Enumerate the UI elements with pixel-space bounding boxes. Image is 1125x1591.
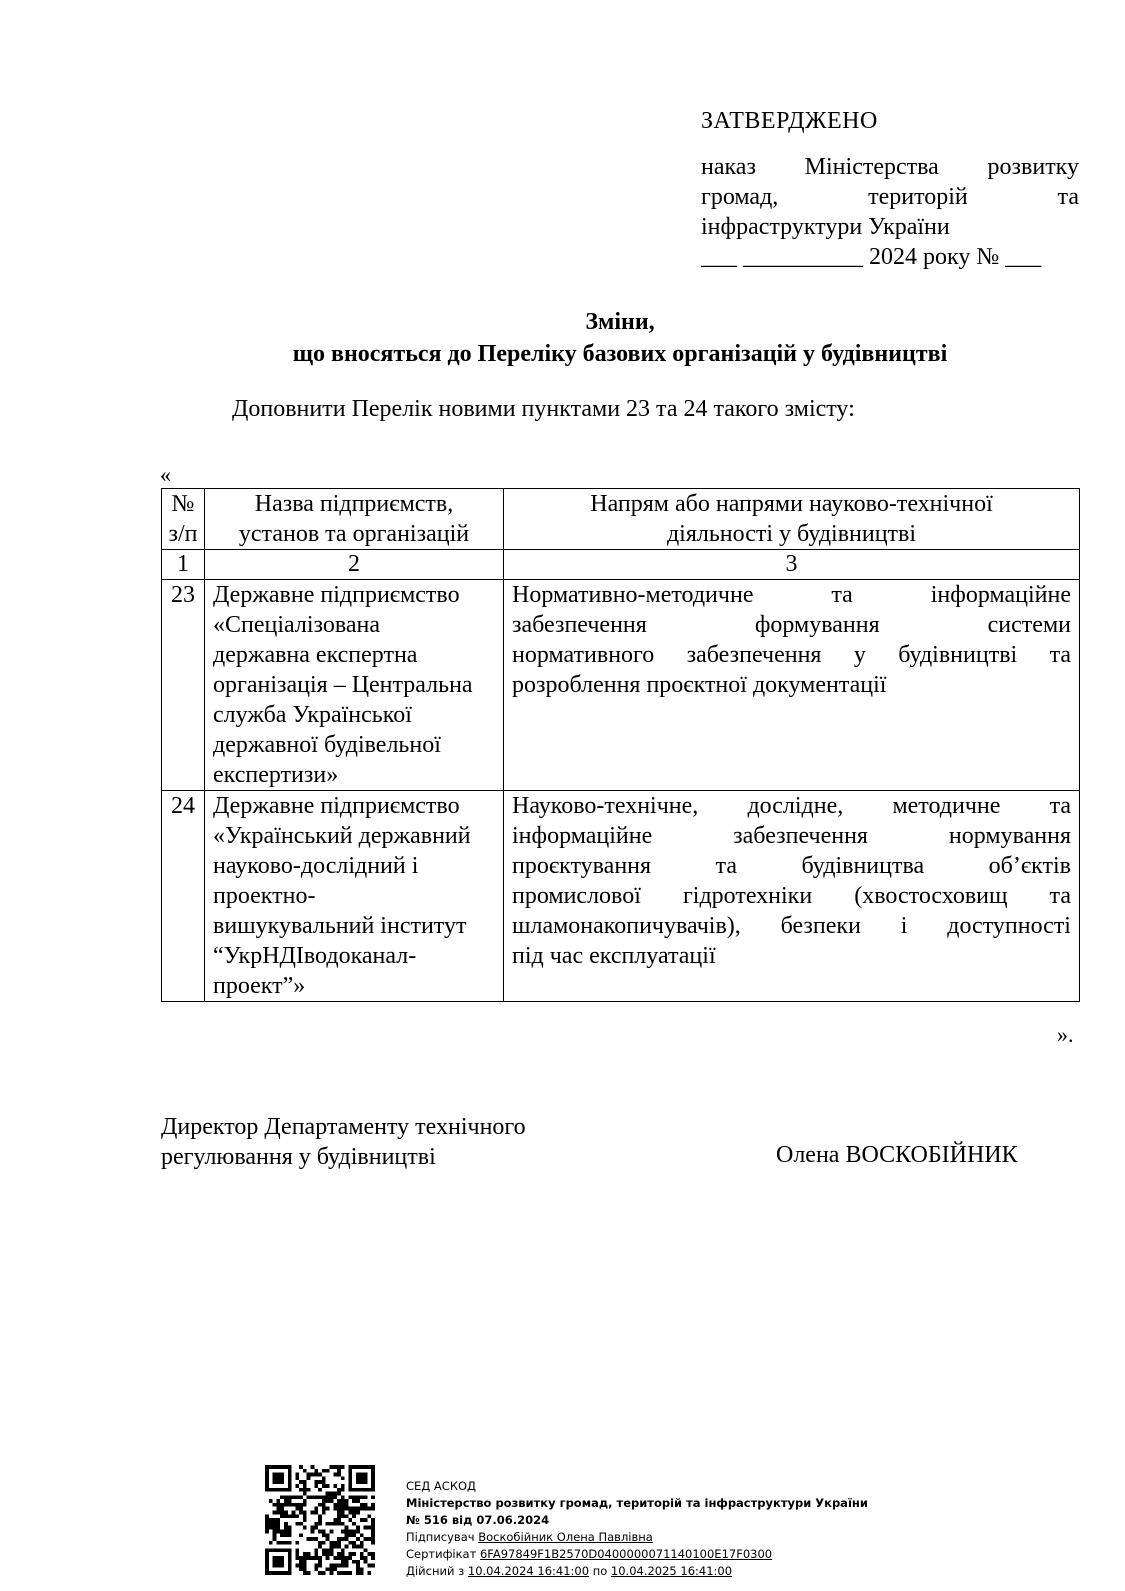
intro-paragraph: Доповнити Перелік новими пунктами 23 та 24 такого змісту: [232,396,855,422]
column-number-row [162,550,1080,580]
opening-quote: « [160,462,171,487]
row-number: 24 [162,791,205,1002]
approval-order-text [701,152,1079,272]
table-row [162,580,1080,791]
table-header-row [162,489,1080,550]
signatory-name: Олена ВОСКОБІЙНИК [776,1142,1018,1168]
stamp-doc-number: № 516 від 07.06.2024 [406,1513,550,1527]
order-line: наказ Міністерства розвитку [701,154,1079,180]
stamp-ministry: Міністерство розвитку громад, територій та інфраструктури України [406,1496,868,1510]
table-row [162,791,1080,1002]
activity-direction: Нормативно-методичне та інформаційне забезпечення формування системи нормативного забезпечення у будівництві та розроблення проєктної документації [504,580,1080,791]
organization-name: Державне підприємство «Спеціалізована державна експертна організація – Центральна служба Української державної будівельної експертизи» [205,580,504,791]
qr-code-icon [265,1465,375,1575]
signatory-position: Директор Департаменту технічного регулювання у будівництві [161,1114,526,1170]
row-number: 23 [162,580,205,791]
e-signature-stamp [406,1478,868,1580]
header-cell-name: Назва підприємств, установ та організацій [205,489,504,550]
closing-quote: ». [1057,1022,1074,1047]
header-cell-direction: Напрям або напрями науково-технічної діяльності у будівництві [504,489,1080,550]
activity-direction: Науково-технічне, дослідне, методичне та інформаційне забезпечення нормування проєктування та будівництва об’єктів промислової гідротехніки (хвостосховищ та шламонакопичувачів), безпеки і доступності під час експлуатації [504,791,1080,1002]
column-number: 1 [162,550,205,580]
organization-name: Державне підприємство «Український державний науково-дослідний і проектно- вишукувальний інститут “УкрНДІводоканал- проект”» [205,791,504,1002]
document-title [0,306,1125,370]
stamp-validity: Дійсний з 10.04.2024 16:41:00 по 10.04.2025 16:41:00 [406,1564,733,1578]
column-number: 3 [504,550,1080,580]
title-line-2: що вносяться до Переліку базових організацій у будівництві [292,341,948,367]
stamp-system: СЕД АСКОД [406,1479,477,1493]
title-line-1: Зміни, [585,309,655,335]
approval-heading: ЗАТВЕРДЖЕНО [701,108,878,134]
header-cell-number: № з/п [162,489,205,550]
order-line: інфраструктури України [701,214,950,240]
order-date-line: ___ __________ 2024 року № ___ [701,244,1042,270]
order-line: громад, територій та [701,184,1079,210]
stamp-certificate: Сертифікат 6FA97849F1B2570D0400000071140100E17F0300 [406,1547,773,1561]
column-number: 2 [205,550,504,580]
stamp-signer: Підписувач Воскобійник Олена Павлівна [406,1530,653,1544]
organizations-table [161,488,1080,1002]
